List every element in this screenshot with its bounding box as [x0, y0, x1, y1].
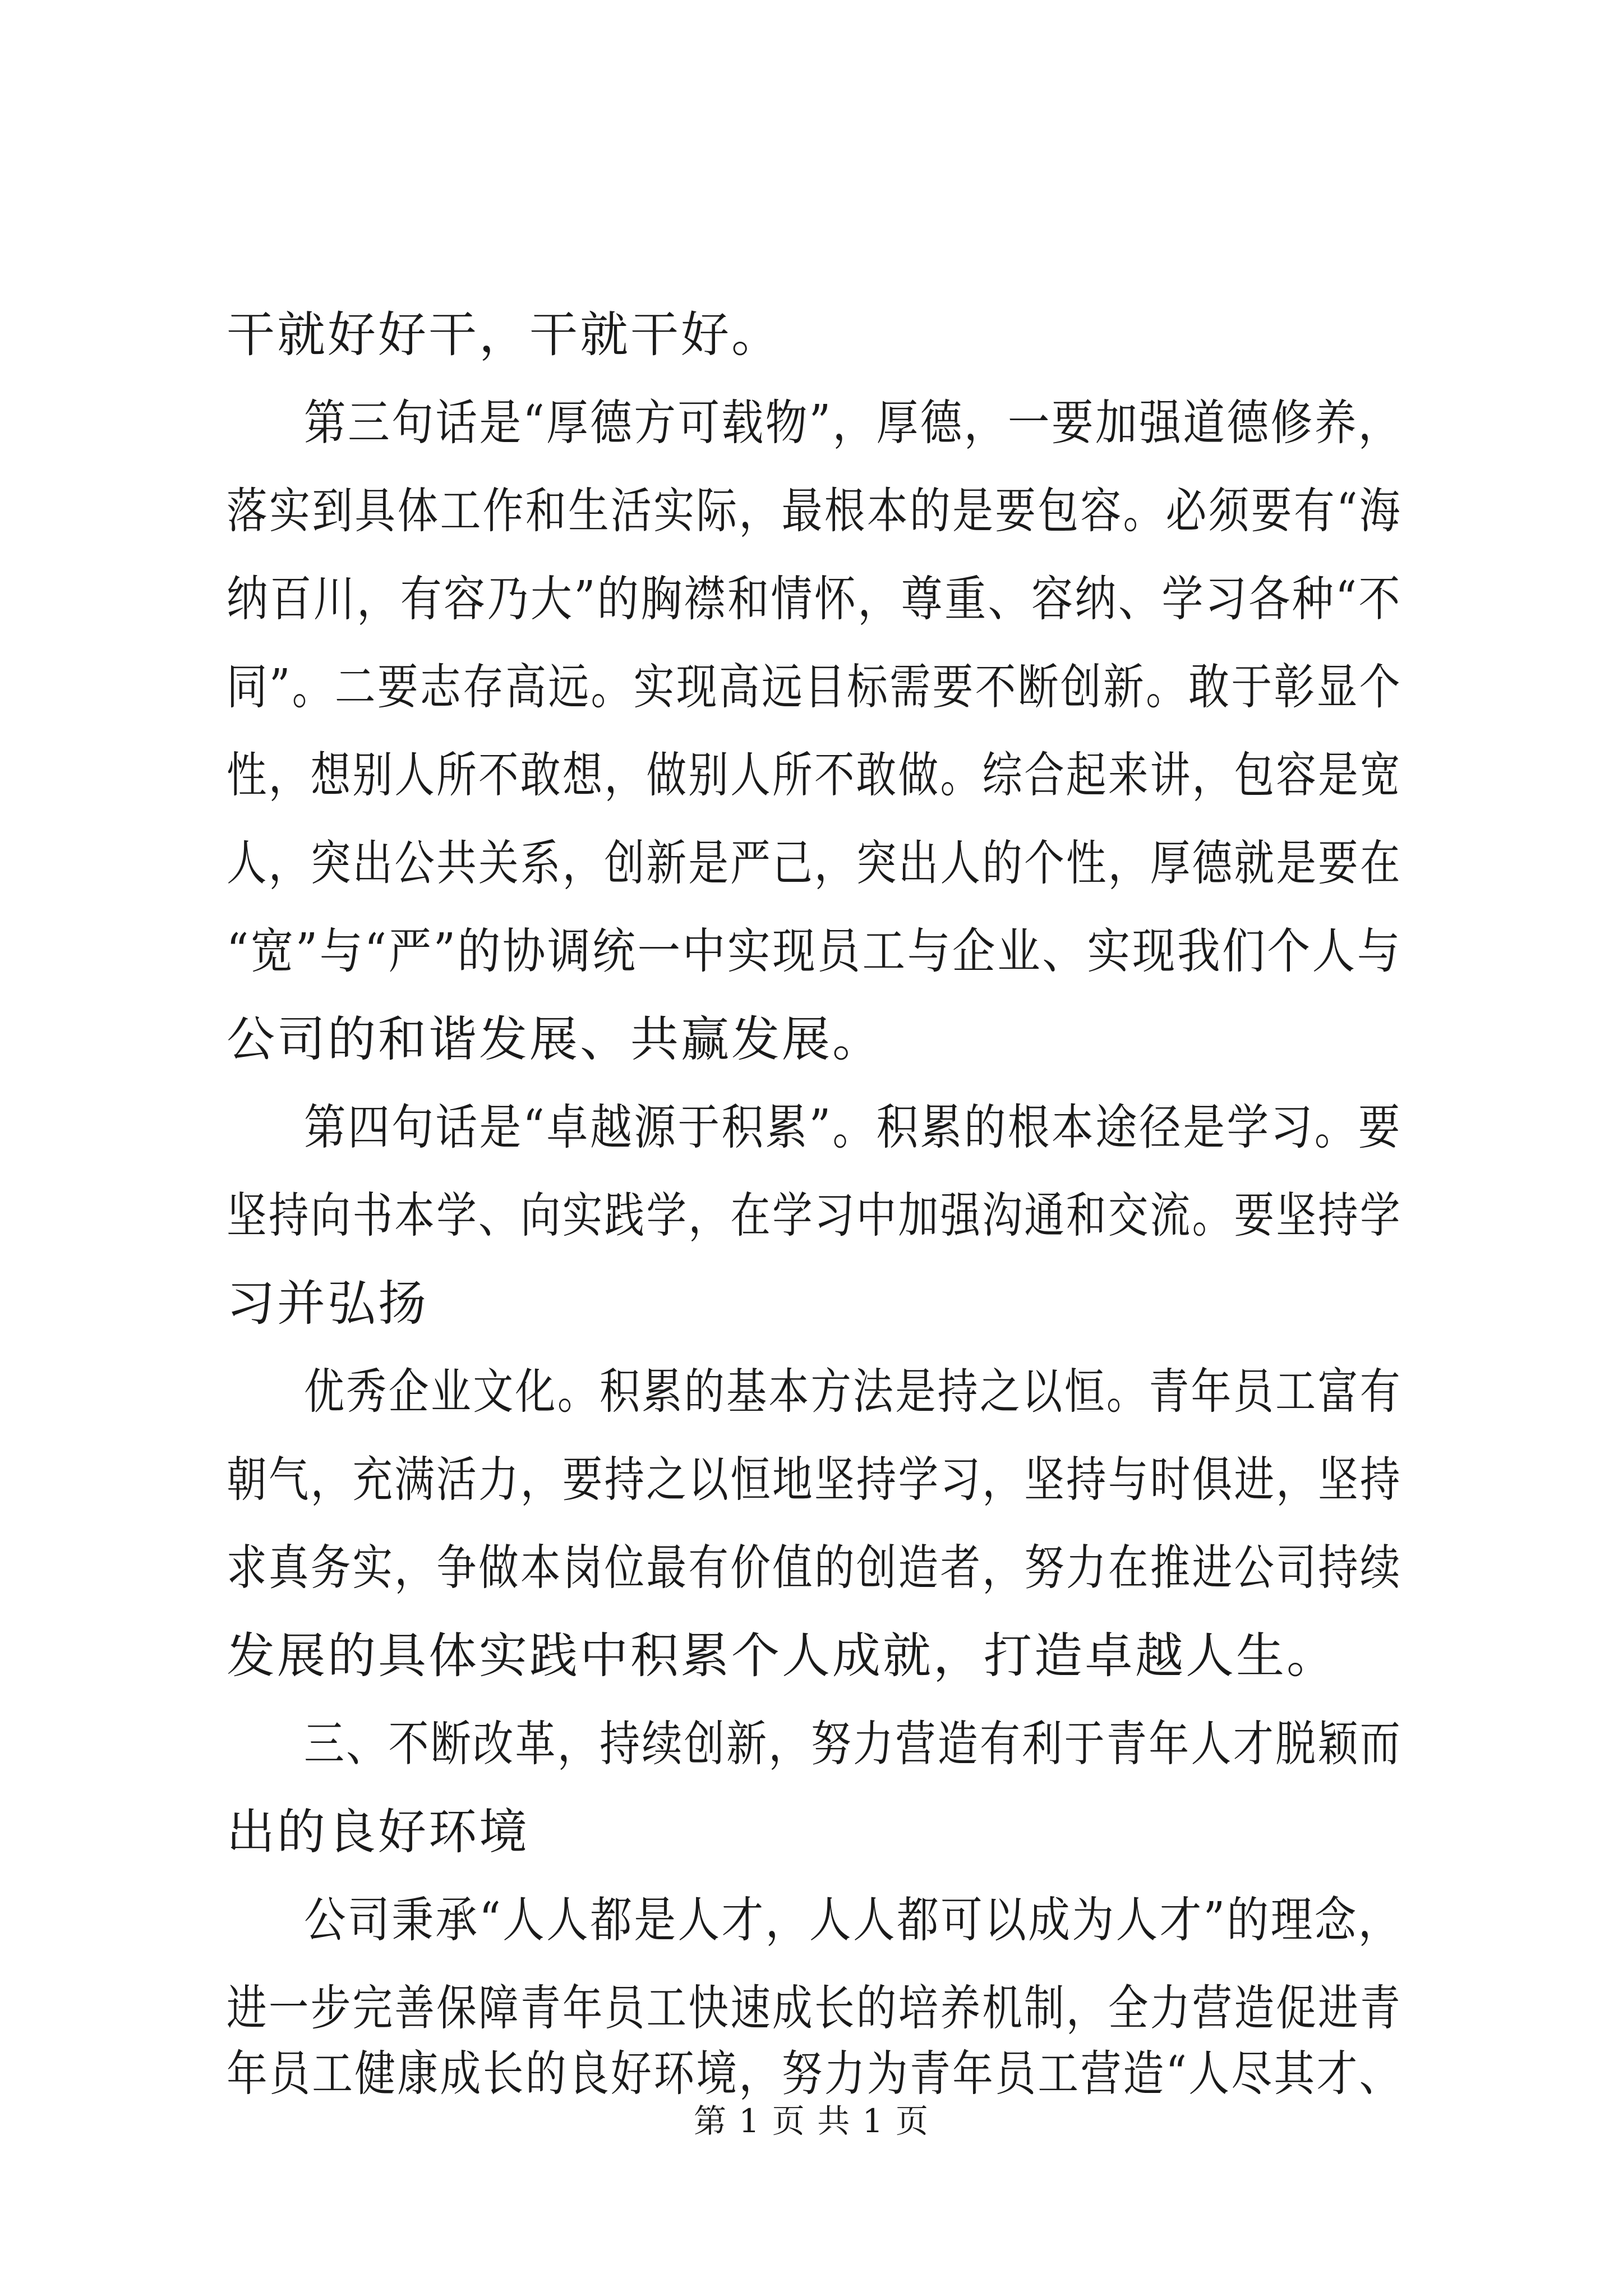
text-line-19: 公司秉承“人人都是人才，人人都可以成为人才”的理念， [304, 1892, 1402, 1948]
page-footer: 第 1 页 共 1 页 [694, 2102, 929, 2140]
text-line-20: 进一步完善保障青年员工快速成长的培养机制，全力营造促进青 [227, 1980, 1402, 2036]
text-line-4: 纳百川，有容乃大”的胸襟和情怀，尊重、容纳、学习各种“不 [227, 571, 1402, 627]
text-line-21: 年员工健康成长的良好环境，努力为青年员工营造“人尽其才、 [227, 2046, 1402, 2102]
text-line-10: 第四句话是“卓越源于积累”。积累的根本途径是学习。要 [304, 1099, 1402, 1156]
text-line-3: 落实到具体工作和生活实际，最根本的是要包容。必须要有“海 [227, 483, 1402, 539]
text-line-8: “宽”与“严”的协调统一中实现员工与企业、实现我们个人与 [227, 923, 1402, 979]
text-line-6: 性，想别人所不敢想，做别人所不敢做。综合起来讲，包容是宽 [227, 747, 1402, 803]
text-line-11: 坚持向书本学、向实践学，在学习中加强沟通和交流。要坚持学 [227, 1188, 1402, 1244]
text-line-1: 干就好好干，干就干好。 [227, 307, 782, 363]
text-line-14: 朝气，充满活力，要持之以恒地坚持学习，坚持与时俱进，坚持 [227, 1452, 1402, 1508]
text-line-2: 第三句话是“厚德方可载物”，厚德，一要加强道德修养， [304, 395, 1402, 451]
text-line-16: 发展的具体实践中积累个人成就，打造卓越人生。 [227, 1628, 1337, 1684]
text-line-15: 求真务实，争做本岗位最有价值的创造者，努力在推进公司持续 [227, 1540, 1402, 1596]
text-line-9: 公司的和谐发展、共赢发展。 [227, 1011, 883, 1068]
text-line-18: 出的良好环境 [227, 1804, 529, 1860]
text-line-13: 优秀企业文化。积累的基本方法是持之以恒。青年员工富有 [304, 1364, 1403, 1420]
text-line-17: 三、不断改革，持续创新，努力营造有利于青年人才脱颖而 [304, 1716, 1403, 1772]
text-line-12: 习并弘扬 [227, 1276, 428, 1332]
text-line-5: 同”。二要志存高远。实现高远目标需要不断创新。敢于彰显个 [227, 659, 1402, 715]
text-line-7: 人，突出公共关系，创新是严己，突出人的个性，厚德就是要在 [227, 835, 1402, 891]
